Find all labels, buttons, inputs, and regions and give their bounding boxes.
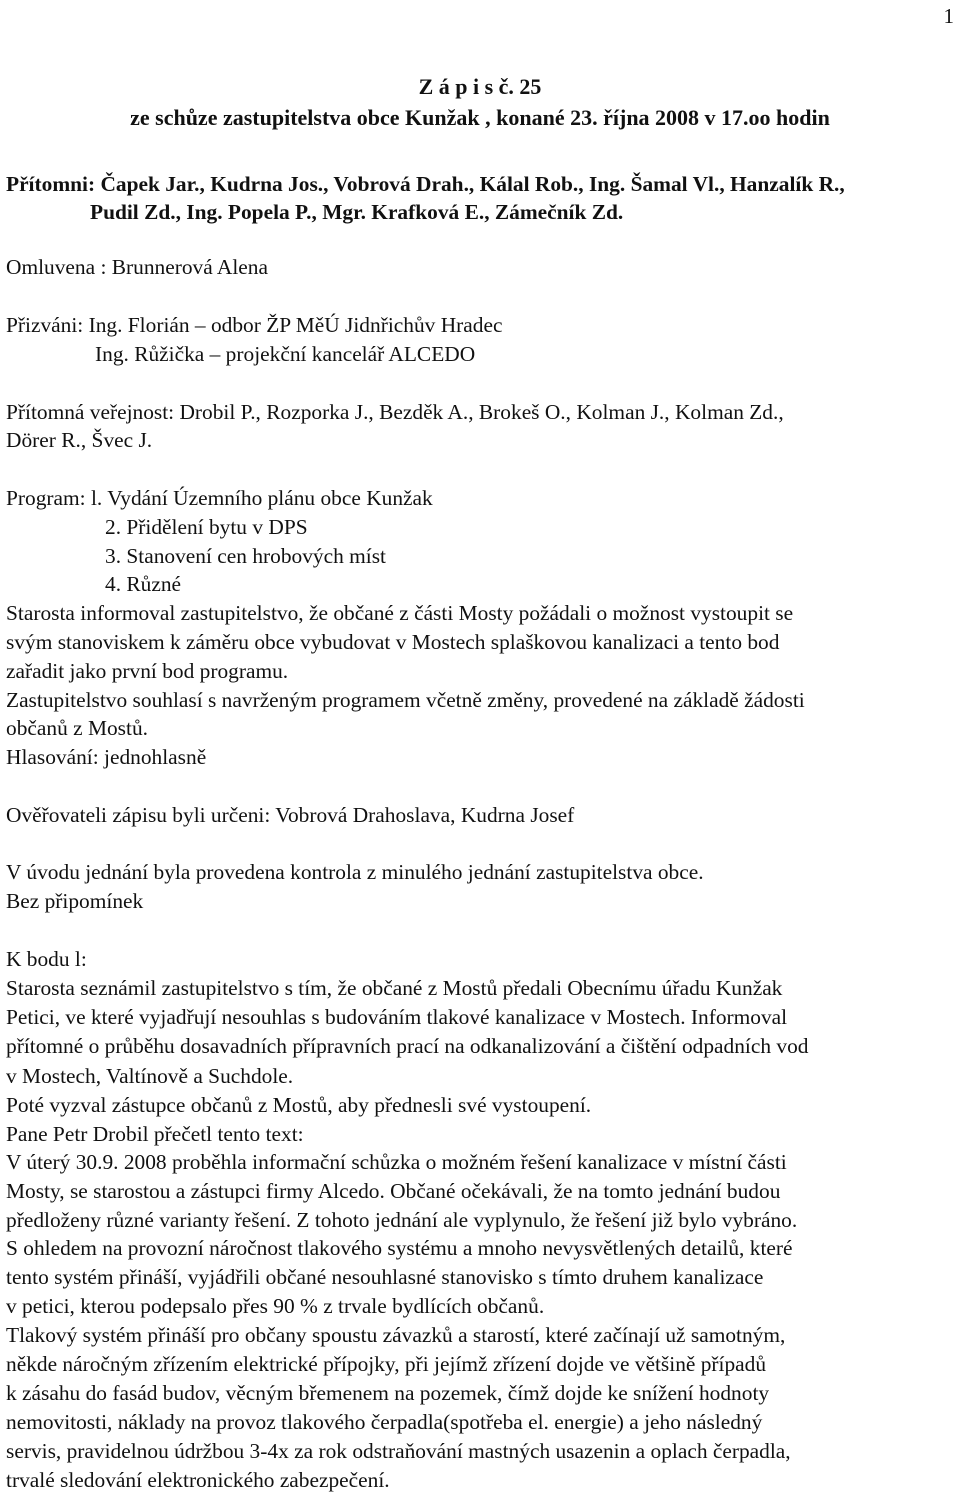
body-line: k zásahu do fasád budov, věcným břemenem na pozemek, čímž dojde ke snížení hodnoty [6, 1381, 770, 1405]
body-line: Starosta seznámil zastupitelstvo s tím, že občané z Mostů předali Obecnímu úřadu Kunžak [6, 976, 783, 1000]
body-line: trvalé sledování elektronického zabezpečení. [6, 1468, 390, 1492]
body-line: Bez připomínek [6, 889, 144, 913]
body-line: přítomné o průběhu dosavadních přípravních prací na odkanalizování a čištění odpadních vod [6, 1034, 809, 1058]
body-line: v petici, kterou podepsalo přes 90 % z trvale bydlících občanů. [6, 1294, 545, 1318]
invited-line-1: Přizváni: Ing. Florián – odbor ŽP MěÚ Jidnřichův Hradec [6, 313, 503, 337]
body-line: Poté vyzval zástupce občanů z Mostů, aby přednesli své vystoupení. [6, 1093, 592, 1117]
document-title: Z á p i s č. 25 [418, 74, 542, 99]
body-line: V úvodu jednání byla provedena kontrola z minulého jednání zastupitelstva obce. [6, 860, 704, 884]
public-line-1: Přítomná veřejnost: Drobil P., Rozporka J., Bezděk A., Brokeš O., Kolman J., Kolman Zd., [6, 400, 784, 424]
document-subtitle: ze schůze zastupitelstva obce Kunžak , konané 23. října 2008 v 17.oo hodin [130, 105, 830, 130]
body-line: servis, pravidelnou údržbou 3-4x za rok odstraňování mastných usazenin a oplach čerpadla, [6, 1439, 791, 1463]
program-item-1: Program: l. Vydání Územního plánu obce Kunžak [6, 486, 433, 510]
present-line-2: Pudil Zd., Ing. Popela P., Mgr. Krafková E., Zámečník Zd. [90, 200, 624, 224]
body-line: K bodu l: [6, 947, 87, 971]
program-item-3: 3. Stanovení cen hrobových míst [105, 544, 387, 568]
present-line-1: Přítomni: Čapek Jar., Kudrna Jos., Vobrová Drah., Kálal Rob., Ing. Šamal Vl., Hanzalík R., [6, 172, 845, 196]
body-line: Tlakový systém přináší pro občany spoustu závazků a starostí, které začínají už samotným, [6, 1323, 786, 1347]
body-line: v Mostech, Valtínově a Suchdole. [6, 1064, 294, 1088]
body-line: Mosty, se starostou a zástupci firmy Alcedo. Občané očekávali, že na tomto jednání budou [6, 1179, 781, 1203]
body-line: občanů z Mostů. [6, 716, 148, 740]
program-item-4: 4. Různé [105, 572, 182, 596]
invited-line-2: Ing. Růžička – projekční kancelář ALCEDO [95, 342, 476, 366]
body-line: Ověřovateli zápisu byli určeni: Vobrová Drahoslava, Kudrna Josef [6, 803, 575, 827]
body-line: Hlasování: jednohlasně [6, 745, 207, 769]
body-line: Petici, ve které vyjadřují nesouhlas s budováním tlakové kanalizace v Mostech. Informoval [6, 1005, 788, 1029]
body-line: nemovitosti, náklady na provoz tlakového čerpadla(spotřeba el. energie) a jeho následný [6, 1410, 763, 1434]
program-item-2: 2. Přidělení bytu v DPS [105, 515, 308, 539]
public-line-2: Dörer R., Švec J. [6, 428, 153, 452]
page-number: 1 [943, 4, 954, 28]
body-line: předloženy různé varianty řešení. Z tohoto jednání ale vyplynulo, že řešení již bylo vybráno. [6, 1208, 798, 1232]
body-line: tento systém přináší, vyjádřili občané nesouhlasné stanovisko s tímto druhem kanalizace [6, 1265, 764, 1289]
body-line: někde náročným zřízením elektrické přípojky, při jejímž zřízení dojde ve většině případů [6, 1352, 767, 1376]
body-line: Starosta informoval zastupitelstvo, že občané z části Mosty požádali o možnost vystoupit se [6, 601, 794, 625]
body-line: Zastupitelstvo souhlasí s navrženým programem včetně změny, provedené na základě žádosti [6, 688, 805, 712]
body-line: V úterý 30.9. 2008 proběhla informační schůzka o možném řešení kanalizace v místní části [6, 1150, 787, 1174]
body-line: zařadit jako první bod programu. [6, 659, 289, 683]
excused-line: Omluvena : Brunnerová Alena [6, 255, 268, 279]
body-line: Pane Petr Drobil přečetl tento text: [6, 1122, 304, 1146]
body-line: S ohledem na provozní náročnost tlakového systému a mnoho nevysvětlených detailů, které [6, 1236, 793, 1260]
body-line: svým stanoviskem k záměru obce vybudovat v Mostech splaškovou kanalizaci a tento bod [6, 630, 780, 654]
